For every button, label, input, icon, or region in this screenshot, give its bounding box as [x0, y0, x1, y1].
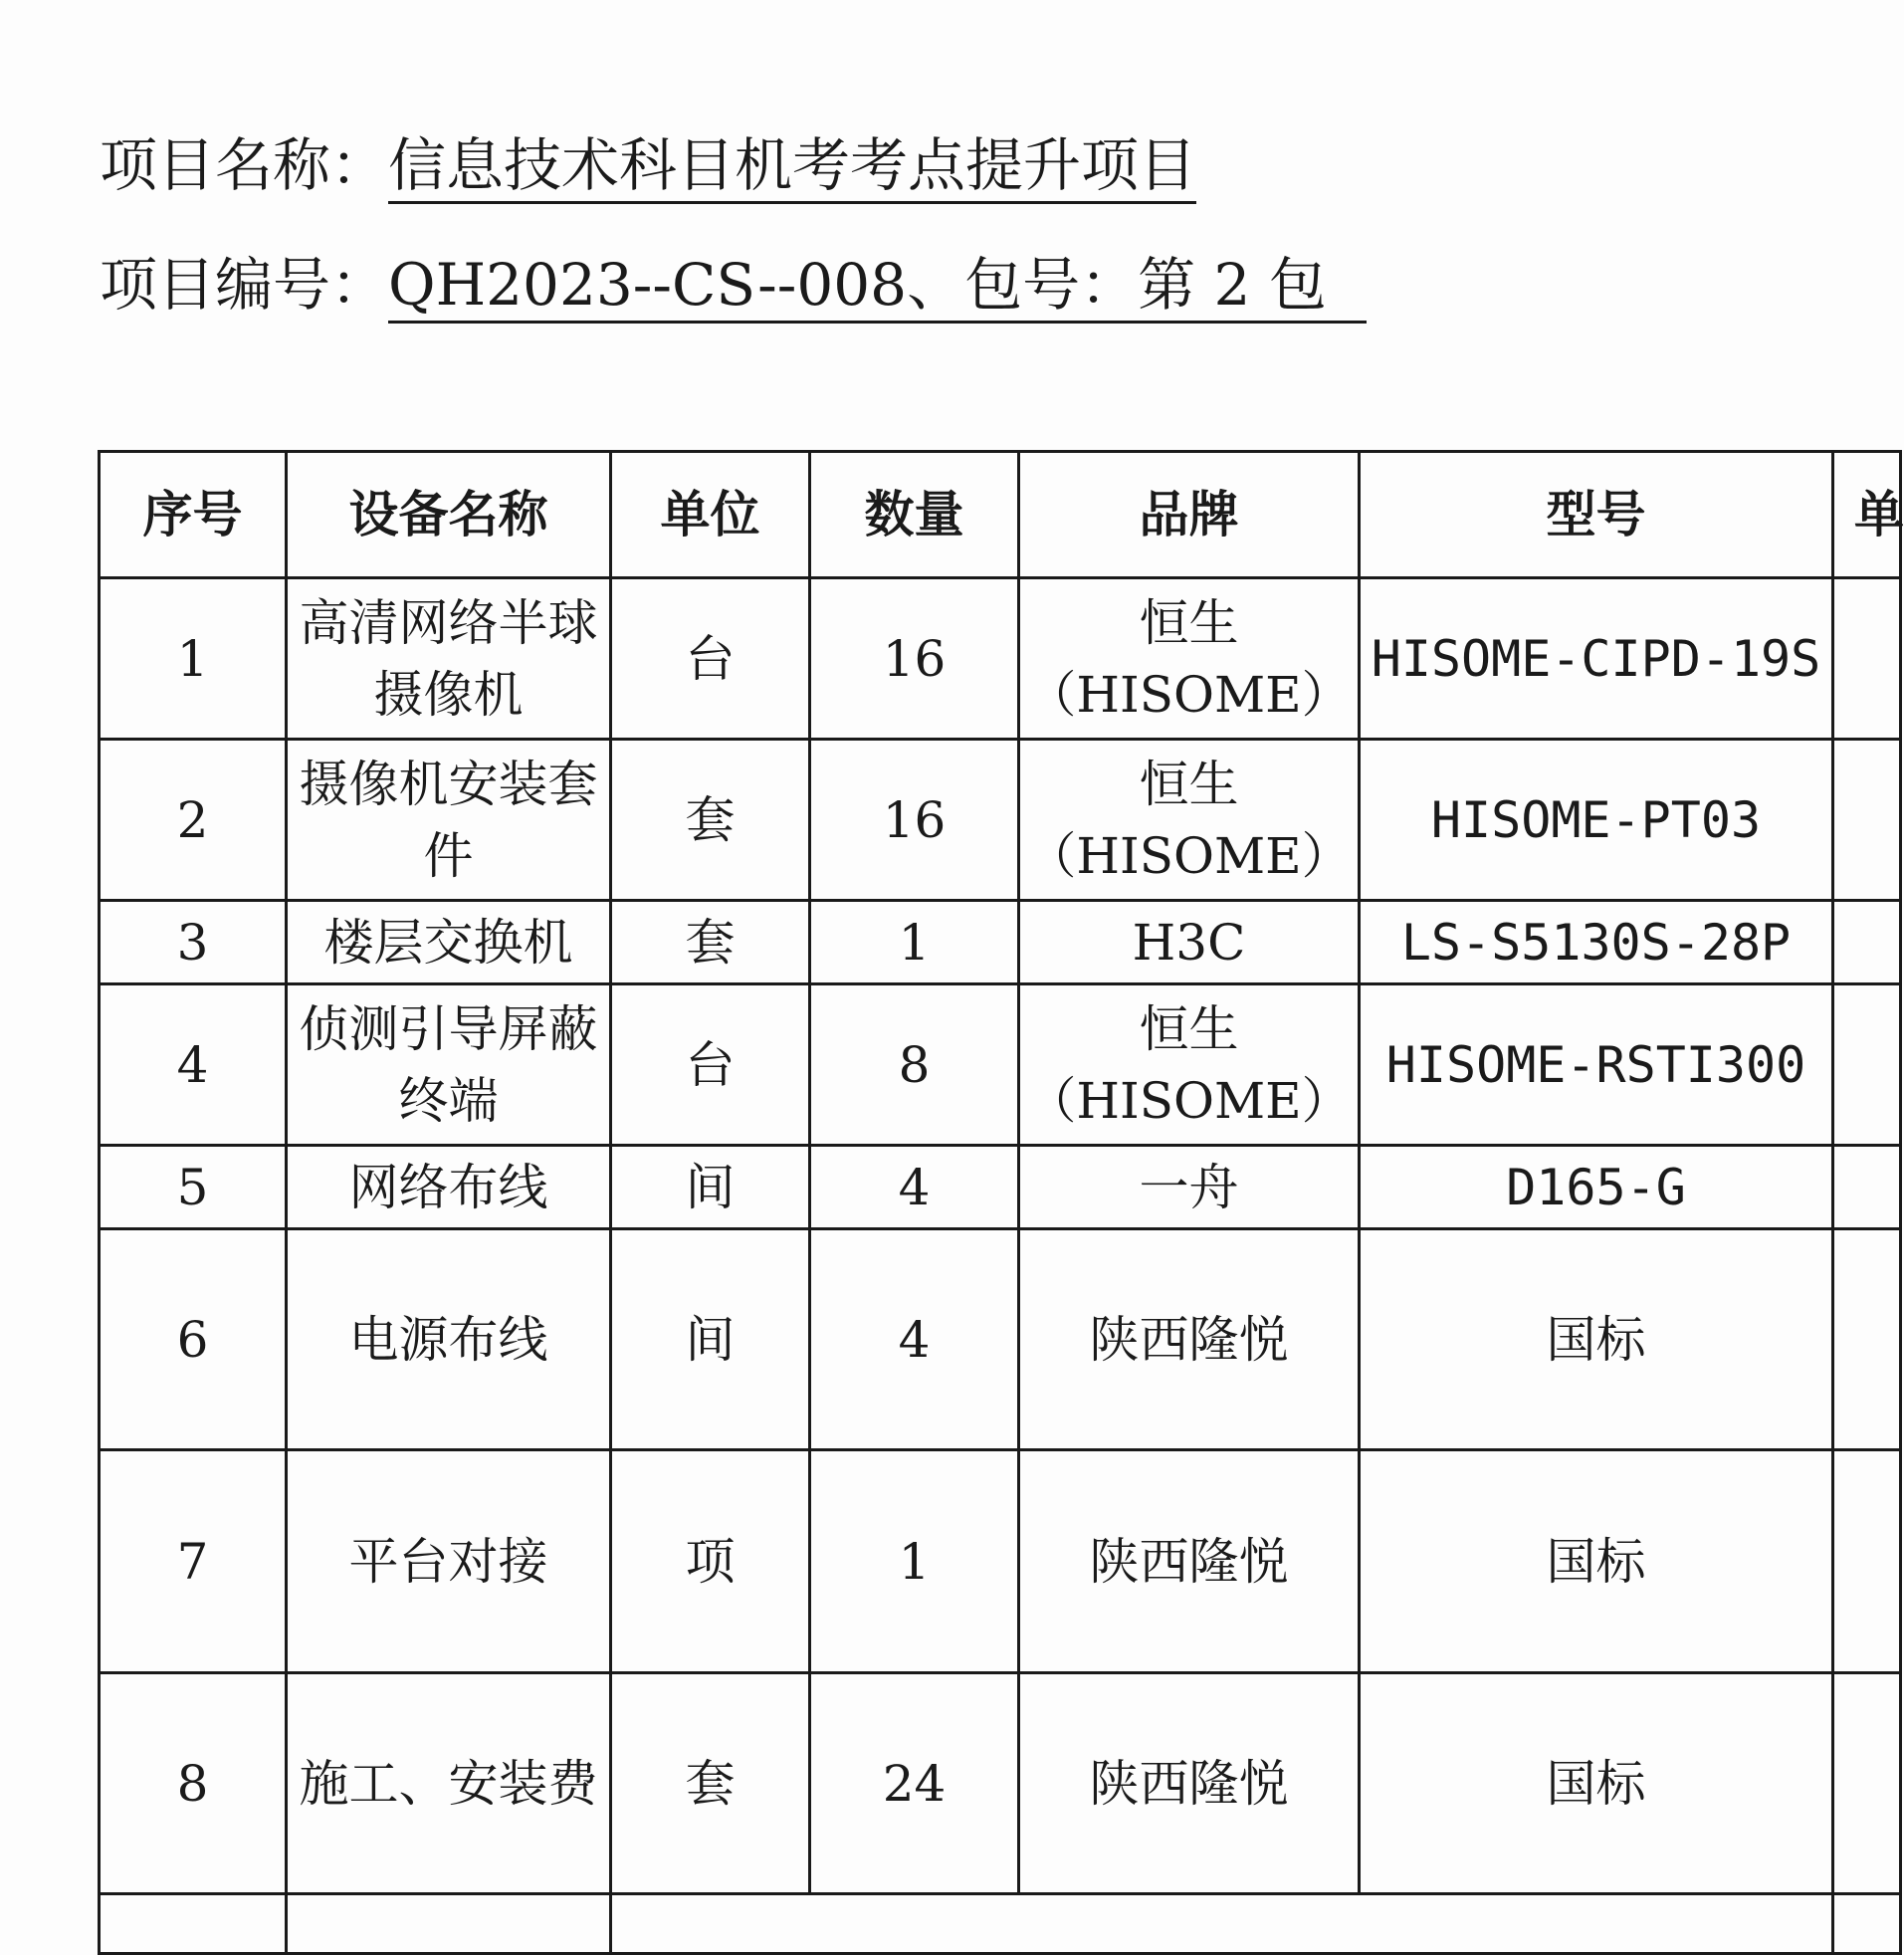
cell-no: 7 — [100, 1450, 287, 1673]
table-row — [100, 901, 1901, 984]
cell-blank — [100, 1894, 287, 1954]
column-header: 设备名称 — [287, 452, 611, 578]
cell-qty: 1 — [810, 901, 1019, 984]
cell-model: HISOME-CIPD-19S — [1360, 578, 1833, 740]
cell-brand: 一舟 — [1019, 1146, 1360, 1229]
cell-qty: 24 — [810, 1673, 1019, 1894]
cell-unit: 台 — [611, 984, 810, 1146]
table-header-row — [100, 452, 1901, 578]
cell-name: 平台对接 — [287, 1450, 611, 1673]
table-row — [100, 984, 1901, 1146]
project-name-value: 信息技术科目机考考点提升项目 — [388, 131, 1196, 204]
cell-blank — [1833, 1673, 1901, 1894]
cell-name: 高清网络半球摄像机 — [287, 578, 611, 740]
cell-unit: 套 — [611, 1673, 810, 1894]
cell-no: 8 — [100, 1673, 287, 1894]
cell-no: 6 — [100, 1229, 287, 1450]
cell-blank — [1833, 578, 1901, 740]
cell-qty: 1 — [810, 1450, 1019, 1673]
cell-blank — [1833, 1894, 1901, 1954]
cell-blank — [1833, 901, 1901, 984]
cell-brand: 陕西隆悦 — [1019, 1229, 1360, 1450]
cell-blank — [1833, 1450, 1901, 1673]
table-row — [100, 1146, 1901, 1229]
table-row — [100, 1894, 1901, 1954]
table-row — [100, 1450, 1901, 1673]
cell-model: 国标 — [1360, 1229, 1833, 1450]
project-number-line — [100, 253, 1367, 317]
cell-qty: 16 — [810, 740, 1019, 901]
cell-brand: 恒生（HISOME） — [1019, 578, 1360, 740]
column-header: 品牌 — [1019, 452, 1360, 578]
column-header: 数量 — [810, 452, 1019, 578]
cell-brand: 恒生（HISOME） — [1019, 740, 1360, 901]
cell-no: 4 — [100, 984, 287, 1146]
cell-blank — [1833, 984, 1901, 1146]
column-header: 单 — [1833, 452, 1901, 578]
cell-qty: 16 — [810, 578, 1019, 740]
cell-name: 楼层交换机 — [287, 901, 611, 984]
equipment-table — [98, 450, 1902, 1955]
cell-name: 电源布线 — [287, 1229, 611, 1450]
cell-no: 3 — [100, 901, 287, 984]
cell-blank — [611, 1894, 1833, 1954]
column-header: 序号 — [100, 452, 287, 578]
cell-model: HISOME-PT03 — [1360, 740, 1833, 901]
cell-blank — [1833, 1146, 1901, 1229]
cell-blank — [1833, 1229, 1901, 1450]
project-name-label: 项目名称： — [100, 131, 389, 199]
table-row — [100, 740, 1901, 901]
cell-unit: 间 — [611, 1229, 810, 1450]
project-number-label: 项目编号： — [100, 251, 389, 319]
cell-name: 侦测引导屏蔽终端 — [287, 984, 611, 1146]
cell-unit: 台 — [611, 578, 810, 740]
cell-no: 2 — [100, 740, 287, 901]
project-number-value: QH2023--CS--008、包号：第 2 包 — [388, 251, 1367, 324]
cell-qty: 8 — [810, 984, 1019, 1146]
table-row — [100, 578, 1901, 740]
cell-unit: 套 — [611, 740, 810, 901]
cell-model: HISOME-RSTI300 — [1360, 984, 1833, 1146]
cell-unit: 间 — [611, 1146, 810, 1229]
column-header: 型号 — [1360, 452, 1833, 578]
cell-no: 5 — [100, 1146, 287, 1229]
cell-no: 1 — [100, 578, 287, 740]
table-row — [100, 1673, 1901, 1894]
cell-blank — [287, 1894, 611, 1954]
cell-name: 摄像机安装套件 — [287, 740, 611, 901]
cell-qty: 4 — [810, 1146, 1019, 1229]
cell-unit: 套 — [611, 901, 810, 984]
cell-name: 施工、安装费 — [287, 1673, 611, 1894]
cell-model: D165-G — [1360, 1146, 1833, 1229]
cell-brand: 陕西隆悦 — [1019, 1450, 1360, 1673]
cell-blank — [1833, 740, 1901, 901]
cell-unit: 项 — [611, 1450, 810, 1673]
column-header: 单位 — [611, 452, 810, 578]
cell-brand: H3C — [1019, 901, 1360, 984]
table-row — [100, 1229, 1901, 1450]
cell-model: 国标 — [1360, 1673, 1833, 1894]
cell-qty: 4 — [810, 1229, 1019, 1450]
cell-model: LS-S5130S-28P — [1360, 901, 1833, 984]
cell-brand: 恒生（HISOME） — [1019, 984, 1360, 1146]
cell-brand: 陕西隆悦 — [1019, 1673, 1360, 1894]
cell-name: 网络布线 — [287, 1146, 611, 1229]
cell-model: 国标 — [1360, 1450, 1833, 1673]
project-name-line — [100, 133, 1196, 197]
